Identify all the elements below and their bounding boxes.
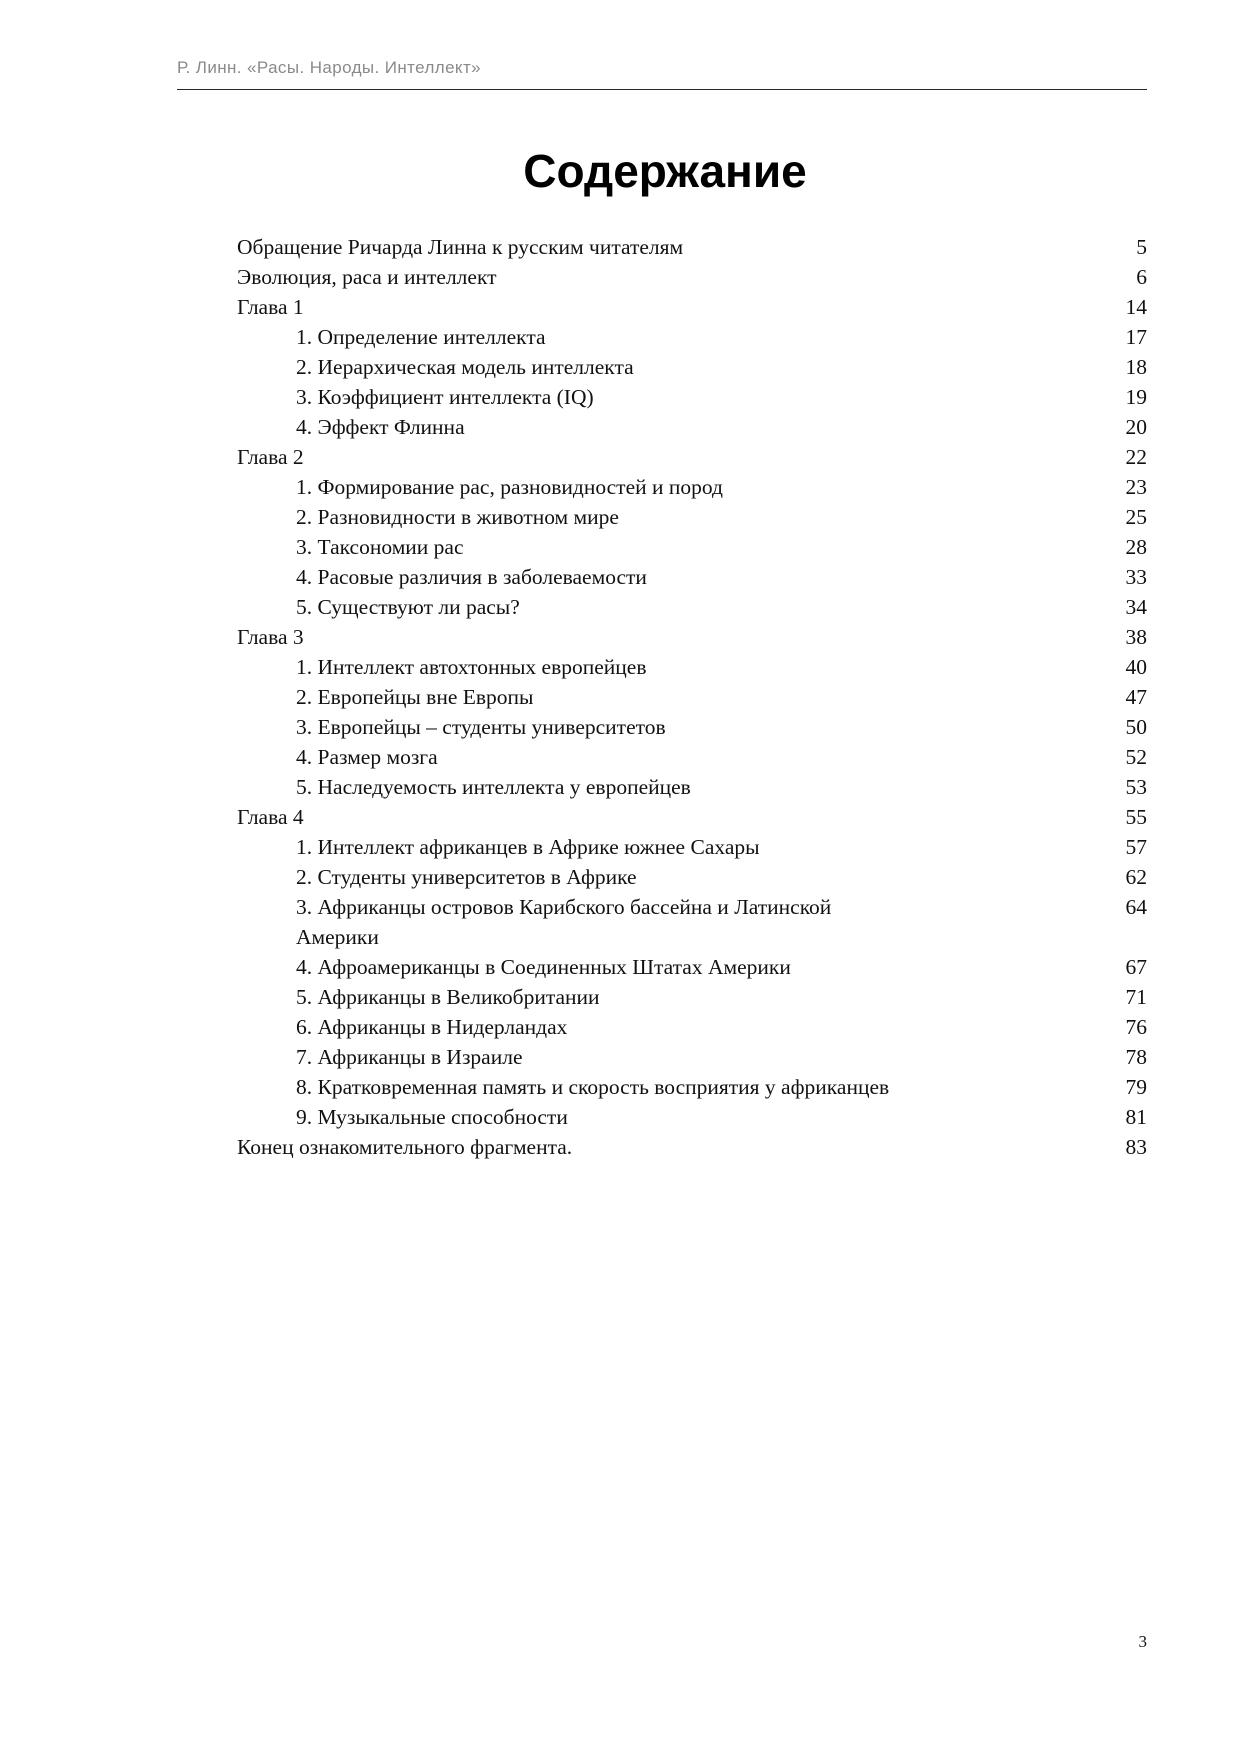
toc-entry-section[interactable] [237,742,1147,772]
table-of-contents [237,232,1147,1162]
toc-entry-page: 78 [1125,1045,1147,1069]
toc-entry-page: 83 [1125,1135,1147,1159]
toc-entry-page: 79 [1125,1075,1147,1099]
toc-entry-label: Глава 2 [237,445,304,469]
toc-entry-page: 33 [1125,565,1147,589]
running-header [177,56,1147,90]
toc-entry-page: 47 [1125,685,1147,709]
toc-entry-page: 53 [1125,775,1147,799]
toc-entry-section[interactable] [237,982,1147,1012]
toc-entry-section[interactable] [237,352,1147,382]
toc-entry-page: 6 [1136,265,1147,289]
toc-entry-section[interactable] [237,562,1147,592]
toc-entry-page: 76 [1125,1015,1147,1039]
toc-entry-section[interactable] [237,592,1147,622]
toc-entry-page: 17 [1125,325,1147,349]
toc-entry-label: 3. Коэффициент интеллекта (IQ) [296,385,594,409]
toc-entry-section[interactable] [237,682,1147,712]
toc-entry-chapter[interactable] [237,262,1147,292]
toc-entry-section[interactable] [237,382,1147,412]
toc-entry-section[interactable] [237,412,1147,442]
toc-entry-page: 25 [1125,505,1147,529]
toc-entry-label: 2. Европейцы вне Европы [296,685,534,709]
toc-entry-label: 3. Европейцы – студенты университетов [296,715,666,739]
toc-entry-page: 40 [1125,655,1147,679]
toc-entry-section[interactable] [237,832,1147,862]
toc-entry-label: 7. Африканцы в Израиле [296,1045,523,1069]
toc-entry-section[interactable] [237,652,1147,682]
toc-entry-label: 4. Расовые различия в заболеваемости [296,565,647,589]
toc-entry-chapter[interactable] [237,232,1147,262]
toc-entry-page: 28 [1125,535,1147,559]
toc-entry-page: 81 [1125,1105,1147,1129]
toc-entry-label: Глава 1 [237,295,304,319]
toc-entry-section[interactable] [237,712,1147,742]
toc-entry-section[interactable] [237,532,1147,562]
toc-entry-label: 8. Кратковременная память и скорость восприятия у африканцев [296,1075,890,1099]
toc-entry-page: 34 [1125,595,1147,619]
toc-entry-label: 4. Размер мозга [296,745,438,769]
toc-entry-page: 50 [1125,715,1147,739]
running-title: Р. Линн. «Расы. Народы. Интеллект» [177,58,482,77]
toc-entry-chapter[interactable] [237,442,1147,472]
toc-entry-page: 64 [1125,895,1147,919]
toc-entry-page: 38 [1125,625,1147,649]
toc-entry-section[interactable] [237,322,1147,352]
toc-entry-page: 23 [1125,475,1147,499]
toc-entry-chapter[interactable] [237,622,1147,652]
toc-entry-label: 6. Африканцы в Нидерландах [296,1015,568,1039]
toc-entry-label: Эволюция, раса и интеллект [237,265,497,289]
toc-entry-label: 1. Определение интеллекта [296,325,546,349]
toc-entry-label: Обращение Ричарда Линна к русским читателям [237,235,684,259]
toc-entry-label: 4. Эффект Флинна [296,415,465,439]
toc-entry-section[interactable] [237,952,1147,982]
toc-entry-page: 57 [1125,835,1147,859]
toc-entry-label: 2. Иерархическая модель интеллекта [296,355,634,379]
toc-entry-page: 20 [1125,415,1147,439]
toc-entry-page: 5 [1136,235,1147,259]
toc-entry-page: 67 [1125,955,1147,979]
toc-entry-label: 5. Наследуемость интеллекта у европейцев [296,775,691,799]
toc-entry-section[interactable] [237,1042,1147,1072]
toc-entry-chapter[interactable] [237,292,1147,322]
toc-entry-section[interactable] [237,472,1147,502]
toc-entry-label: Глава 4 [237,805,304,829]
toc-entry-label: 5. Африканцы в Великобритании [296,985,600,1009]
toc-entry-chapter[interactable] [237,1132,1147,1162]
toc-entry-section[interactable] [237,1072,1147,1102]
toc-entry-label: 3. Таксономии рас [296,535,464,559]
toc-entry-chapter[interactable] [237,802,1147,832]
page-number: 3 [1138,1632,1147,1651]
toc-entry-section[interactable] [237,1102,1147,1132]
toc-entry-label: 3. Африканцы островов Карибского бассейна и Латинской Америки [296,895,832,949]
toc-entry-label: 4. Афроамериканцы в Соединенных Штатах Америки [296,955,791,979]
toc-entry-section[interactable] [237,772,1147,802]
toc-entry-page: 52 [1125,745,1147,769]
toc-entry-page: 55 [1125,805,1147,829]
toc-entry-label: 2. Разновидности в животном мире [296,505,619,529]
toc-entry-label: Конец ознакомительного фрагмента. [237,1135,573,1159]
page-title: Содержание [523,145,807,197]
toc-entry-label: 5. Существуют ли расы? [296,595,520,619]
toc-entry-page: 71 [1125,985,1147,1009]
toc-entry-page: 19 [1125,385,1147,409]
toc-entry-label: 2. Студенты университетов в Африке [296,865,637,889]
toc-entry-page: 62 [1125,865,1147,889]
toc-entry-label: 1. Формирование рас, разновидностей и пород [296,475,723,499]
toc-entry-section[interactable] [237,892,1147,952]
toc-entry-label: 1. Интеллект автохтонных европейцев [296,655,647,679]
toc-entry-page: 18 [1125,355,1147,379]
toc-entry-page: 14 [1125,295,1147,319]
toc-entry-page: 22 [1125,445,1147,469]
toc-entry-label: 1. Интеллект африканцев в Африке южнее Сахары [296,835,760,859]
toc-entry-label: Глава 3 [237,625,304,649]
toc-entry-label: 9. Музыкальные способности [296,1105,568,1129]
toc-entry-section[interactable] [237,502,1147,532]
toc-entry-section[interactable] [237,1012,1147,1042]
toc-entry-section[interactable] [237,862,1147,892]
